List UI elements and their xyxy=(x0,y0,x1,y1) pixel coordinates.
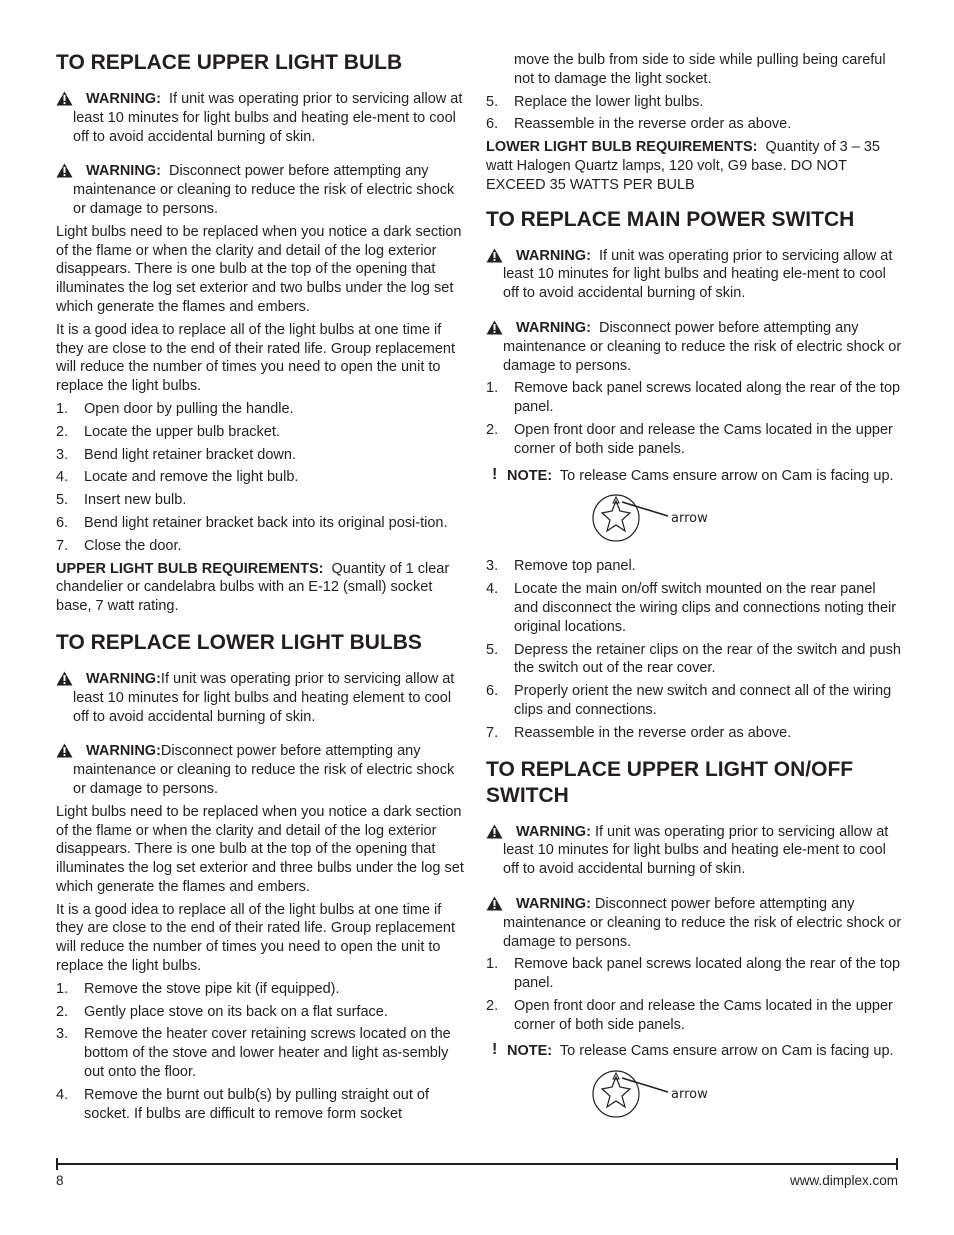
paragraph: It is a good idea to replace all of the light bulbs at one time if they are close to the end of their rated life. Group replacement will reduce the number of times you need to open the unit to replace the light bulbs. xyxy=(56,321,455,395)
warning-label: WARNING: xyxy=(86,163,161,180)
warning-label: WARNING: xyxy=(516,823,591,840)
warning-label: WARNING: xyxy=(86,670,161,687)
warning-icon xyxy=(56,163,73,178)
warning-text: Disconnect power before attempting any maintenance or cleaning to reduce the risk of electric shock or damage to persons. xyxy=(73,743,455,797)
warning-label: WARNING: xyxy=(516,247,591,264)
footer-tick-right xyxy=(896,1158,898,1170)
warning-text: If unit was operating prior to servicing allow at least 10 minutes for light bulbs and heating ele-ment to cool off to avoid accidental burning of skin. xyxy=(503,247,893,302)
note-cams: ! NOTE: To release Cams ensure arrow on Cam is facing up. xyxy=(492,465,894,484)
warning-power xyxy=(486,895,902,951)
warning-icon xyxy=(486,320,503,335)
heading-lower-bulbs: TO REPLACE LOWER LIGHT BULBS xyxy=(56,630,422,654)
step-continuation: move the bulb from side to side while pulling being careful not to damage the light socket. xyxy=(514,52,886,87)
warning-text: If unit was operating prior to servicing allow at least 10 minutes for light bulbs and heating ele-ment to cool off to avoid accidental burning of skin. xyxy=(503,823,889,878)
website-url: www.dimplex.com xyxy=(789,1173,898,1188)
warning-text: If unit was operating prior to servicing allow at least 10 minutes for light bulbs and heating ele-ment to cool off to avoid accidental burning of skin. xyxy=(73,91,463,145)
list-item: 2. Gently place stove on its back on a flat surface. xyxy=(56,1003,388,1020)
exclamation-icon: ! xyxy=(492,465,498,483)
list-item: 7. Reassemble in the reverse order as above. xyxy=(486,724,792,741)
exclamation-icon: ! xyxy=(492,1041,498,1059)
upper-bulb-requirements: UPPER LIGHT BULB REQUIREMENTS: Quantity of 1 clear chandelier or candelabra bulbs with an E-12 (small) socket base, 7 watt rating. xyxy=(56,560,450,615)
paragraph: Light bulbs need to be replaced when you notice a dark section of the flame or when the clarity and detail of the log exterior disappears. There is one bulb at the top of the opening that illuminates the log set exterior and two bulbs under the log set which generate the flames and embers. xyxy=(56,223,462,315)
page-number: 8 xyxy=(56,1173,64,1188)
cam-icon xyxy=(590,491,670,543)
list-item: 3. Remove top panel. xyxy=(486,558,636,575)
warning-label: WARNING: xyxy=(516,895,591,912)
cam-icon xyxy=(590,1067,670,1119)
warning-text: Disconnect power before attempting any maintenance or cleaning to reduce the risk of electric shock or damage to persons. xyxy=(503,895,902,950)
warning-power xyxy=(486,319,902,375)
paragraph: It is a good idea to replace all of the light bulbs at one time if they are close to the end of their rated life. Group replacement will reduce the number of times you need to open the unit to replace the light bulbs. xyxy=(56,901,455,975)
warning-text: Disconnect power before attempting any maintenance or cleaning to reduce the risk of electric shock or damage to persons. xyxy=(503,319,902,374)
warning-heat xyxy=(486,247,902,303)
warning-text: Disconnect power before attempting any maintenance or cleaning to reduce the risk of electric shock or damage to persons. xyxy=(73,163,455,217)
warning-power xyxy=(56,742,468,798)
note-cams: ! NOTE: To release Cams ensure arrow on Cam is facing up. xyxy=(492,1041,894,1060)
warning-text: If unit was operating prior to servicing allow at least 10 minutes for light bulbs and heating element to cool off to avoid accidental burning of skin. xyxy=(73,670,455,725)
warning-icon xyxy=(56,743,73,758)
step-list-upper xyxy=(56,400,468,556)
warning-label: WARNING: xyxy=(86,91,161,107)
cam-diagram xyxy=(486,1067,902,1127)
list-item: 4. Locate the main on/off switch mounted on the rear panel and disconnect the wiring clips and connections noting their original locations. xyxy=(486,581,897,635)
warning-icon xyxy=(486,824,503,839)
list-item: 6. Properly orient the new switch and connect all of the wiring clips and connections. xyxy=(486,683,892,718)
heading-upper-light-switch: TO REPLACE UPPER LIGHT ON/OFF SWITCH xyxy=(486,757,854,807)
arrow-label: arrow xyxy=(671,511,708,527)
warning-heat xyxy=(486,823,902,879)
list-item: 5. Depress the retainer clips on the rear of the switch and push the switch out of the rear cover. xyxy=(486,641,901,677)
warning-icon xyxy=(56,91,73,106)
right-column xyxy=(486,51,902,1127)
list-item: 7. Close the door. xyxy=(56,537,182,554)
list-item: 1. Remove back panel screws located along the rear of the top panel. xyxy=(486,380,901,416)
list-item: 1. Remove the stove pipe kit (if equipped). xyxy=(56,980,340,997)
footer-rule xyxy=(56,1163,898,1165)
paragraph: Light bulbs need to be replaced when you notice a dark section of the flame or when the clarity and detail of the log exterior disappears. There is one bulb at the top of the opening that illuminates the log set exterior and three bulbs under the log set which generate the flames and embers. xyxy=(56,803,464,895)
arrow-label: arrow xyxy=(671,1087,708,1103)
list-item: 1. Open door by pulling the handle. xyxy=(56,400,294,417)
list-item: 5. Replace the lower light bulbs. xyxy=(486,93,704,110)
warning-heat xyxy=(56,90,468,146)
step-list-lower xyxy=(56,980,468,1124)
list-item: 2. Open front door and release the Cams located in the upper corner of both side panels. xyxy=(486,421,893,457)
list-item: 1. Remove back panel screws located along the rear of the top panel. xyxy=(486,956,901,992)
warning-power xyxy=(56,162,468,218)
warning-icon xyxy=(486,896,503,911)
warning-label: WARNING: xyxy=(516,319,591,336)
lower-bulb-requirements: LOWER LIGHT BULB REQUIREMENTS: Quantity of 3 – 35 watt Halogen Quartz lamps, 120 volt, G9 base. DO NOT EXCEED 35 WATTS PER BULB xyxy=(486,139,880,193)
list-item: 2. Locate the upper bulb bracket. xyxy=(56,423,280,440)
warning-icon xyxy=(486,248,503,263)
list-item: 3. Bend light retainer bracket down. xyxy=(56,446,296,463)
list-item: 6. Bend light retainer bracket back into its original posi-tion. xyxy=(56,514,448,531)
list-item: 4. Locate and remove the light bulb. xyxy=(56,469,299,486)
list-item: 4. Remove the burnt out bulb(s) by pulling straight out of socket. If bulbs are difficult to remove form socket xyxy=(56,1086,429,1122)
list-item: 2. Open front door and release the Cams located in the upper corner of both side panels. xyxy=(486,997,893,1033)
list-item: 6. Reassemble in the reverse order as above. xyxy=(486,116,792,133)
warning-label: WARNING: xyxy=(86,743,161,760)
cam-diagram xyxy=(486,491,902,551)
list-item: 5. Insert new bulb. xyxy=(56,492,187,509)
warning-icon xyxy=(56,671,73,686)
heading-main-switch: TO REPLACE MAIN POWER SWITCH xyxy=(486,207,855,231)
list-item: 3. Remove the heater cover retaining screws located on the bottom of the stove and lower heater and light as-sembly out onto the floor. xyxy=(56,1026,451,1081)
left-column xyxy=(56,50,468,1123)
warning-heat xyxy=(56,670,468,726)
heading-upper-bulb: TO REPLACE UPPER LIGHT BULB xyxy=(56,51,403,74)
